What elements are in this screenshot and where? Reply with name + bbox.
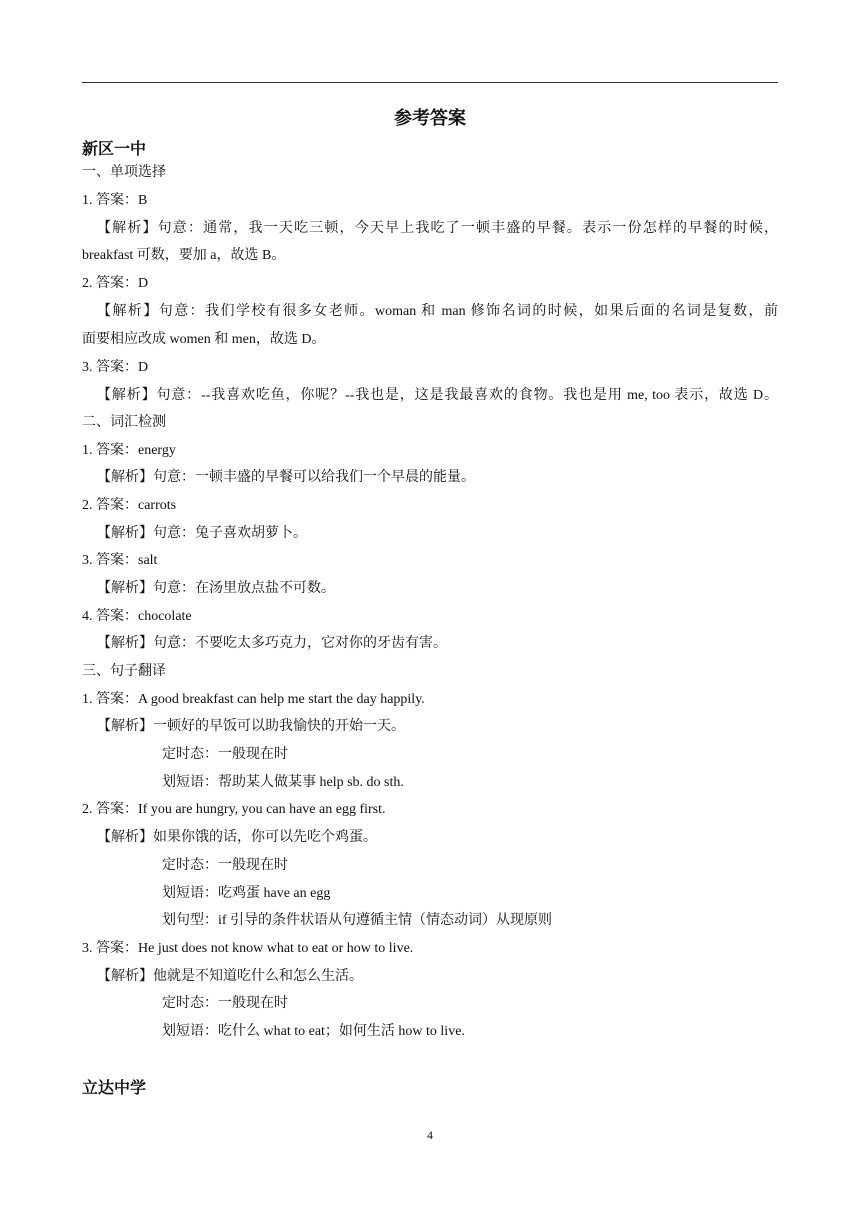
note-line: 划句型：if 引导的条件状语从句遵循主情（情态动词）从现原则	[162, 913, 553, 928]
answer-line: 2. 答案：carrots	[82, 498, 177, 513]
answer-line: 4. 答案：chocolate	[82, 609, 192, 624]
explanation-line: 【解析】如果你饿的话，你可以先吃个鸡蛋。	[97, 830, 377, 845]
explanation-line: 【解析】句意：不要吃太多巧克力，它对你的牙齿有害。	[97, 636, 447, 651]
explanation-line: 【解析】一顿好的早饭可以助我愉快的开始一天。	[97, 719, 405, 734]
answer-line: 2. 答案：D	[82, 276, 149, 291]
note-line: 定时态：一般现在时	[162, 996, 288, 1011]
answer-line: 3. 答案：D	[82, 360, 149, 375]
note-line: 划短语：吃什么 what to eat；如何生活 how to live.	[162, 1024, 465, 1039]
page-title: 参考答案	[394, 108, 466, 129]
section-heading: 二、词汇检测	[82, 415, 166, 430]
section-heading: 一、单项选择	[82, 165, 166, 180]
answer-line: 3. 答案：He just does not know what to eat or how to live.	[82, 941, 414, 956]
note-line: 定时态：一般现在时	[162, 858, 288, 873]
header-rule	[82, 82, 778, 83]
note-line: 划短语：吃鸡蛋 have an egg	[162, 886, 331, 901]
explanation-line: 【解析】句意：通常，我一天吃三顿，今天早上我吃了一顿丰盛的早餐。表示一份怎样的早餐的时候，	[97, 221, 778, 236]
explanation-line: 【解析】句意：一顿丰盛的早餐可以给我们一个早晨的能量。	[97, 470, 475, 485]
note-line: 划短语：帮助某人做某事 help sb. do sth.	[162, 775, 404, 790]
explanation-line: 【解析】句意：在汤里放点盐不可数。	[97, 581, 335, 596]
answer-line: 1. 答案：energy	[82, 443, 176, 458]
explanation-line: 【解析】句意：我们学校有很多女老师。woman 和 man 修饰名词的时候，如果后面的名词是复数，前	[97, 304, 778, 319]
answer-line: 3. 答案：salt	[82, 553, 158, 568]
page-number: 4	[427, 1128, 433, 1142]
explanation-line: 【解析】句意：--我喜欢吃鱼，你呢？--我也是，这是我最喜欢的食物。我也是用 me, too 表示，故选 D。	[97, 388, 778, 403]
explanation-line: breakfast 可数，要加 a，故选 B。	[82, 248, 286, 263]
school-heading: 新区一中	[82, 139, 147, 158]
section-heading: 三、句子翻译	[82, 664, 166, 679]
note-line: 定时态：一般现在时	[162, 747, 288, 762]
school-heading: 立达中学	[82, 1078, 147, 1097]
explanation-line: 面要相应改成 women 和 men，故选 D。	[82, 332, 326, 347]
answer-line: 1. 答案：A good breakfast can help me start the day happily.	[82, 692, 425, 707]
explanation-line: 【解析】他就是不知道吃什么和怎么生活。	[97, 969, 363, 984]
answer-line: 2. 答案：If you are hungry, you can have an egg first.	[82, 802, 386, 817]
explanation-line: 【解析】句意：兔子喜欢胡萝卜。	[97, 526, 307, 541]
answer-line: 1. 答案：B	[82, 193, 148, 208]
